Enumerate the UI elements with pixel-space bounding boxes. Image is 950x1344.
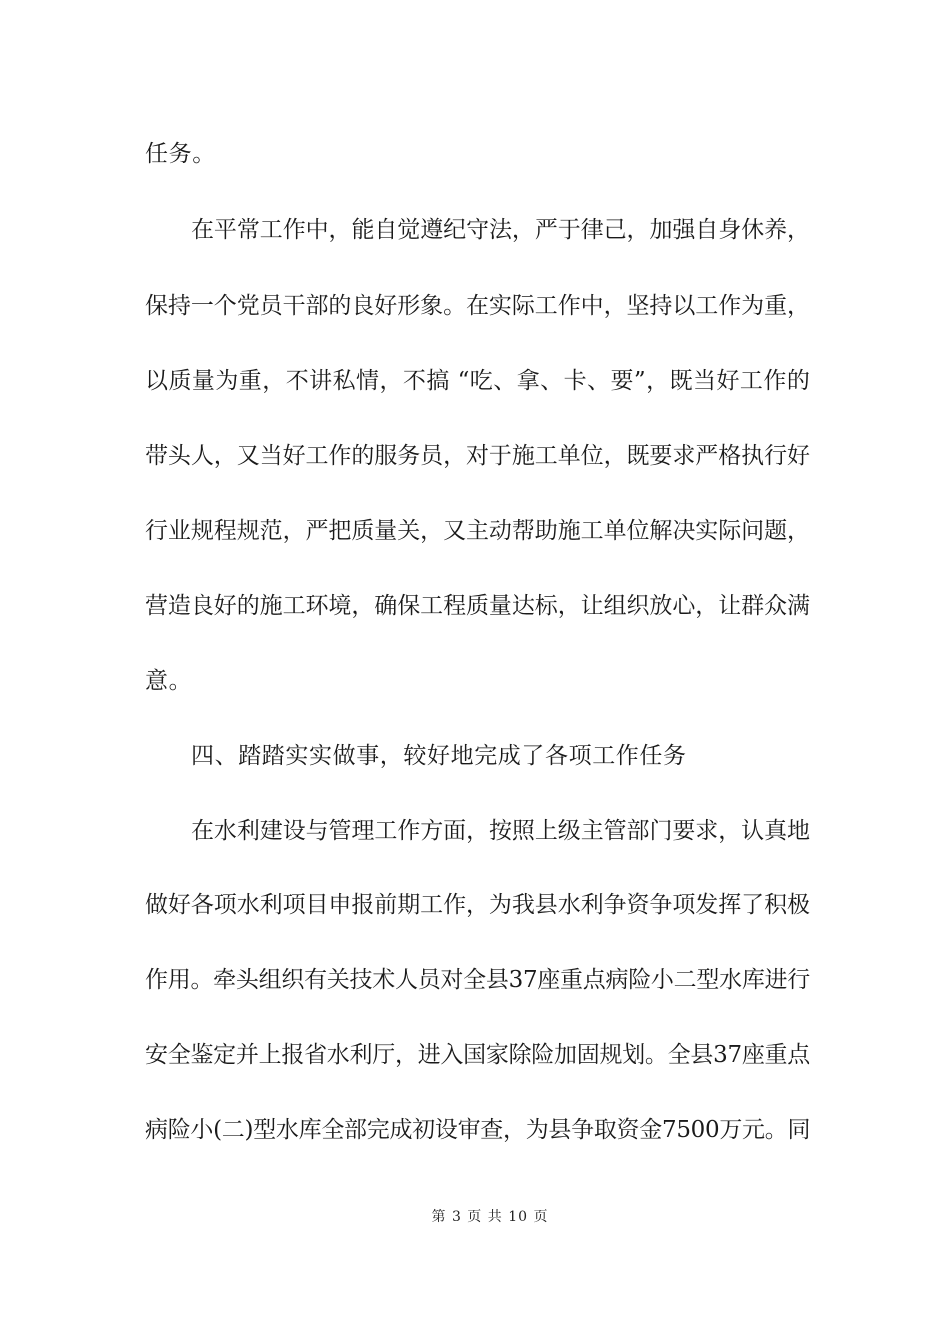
text-line-10 bbox=[191, 816, 810, 846]
text-line-2 bbox=[191, 215, 810, 245]
text-line-5-content: 带头人，又当好工作的服务员，对于施工单位，既要求严格执行好 bbox=[145, 443, 810, 469]
text-line-5 bbox=[145, 441, 810, 471]
text-line-7 bbox=[145, 591, 810, 621]
text-line-8: 意。 bbox=[145, 668, 193, 694]
text-line-3 bbox=[145, 291, 810, 321]
text-line-11-content: 做好各项水利项目申报前期工作，为我县水利争资争项发挥了积极 bbox=[145, 892, 810, 918]
text-line-6-content: 行业规程规范，严把质量关，又主动帮助施工单位解决实际问题， bbox=[145, 518, 810, 544]
text-line-3-content: 保持一个党员干部的良好形象。在实际工作中，坚持以工作为重， bbox=[145, 293, 810, 319]
text-line-12 bbox=[145, 965, 810, 995]
text-line-4-content: 以质量为重，不讲私情，不搞 “吃、拿、卡、要”，既当好工作的 bbox=[145, 368, 811, 394]
text-line-14-content: 病险小(二)型水库全部完成初设审查，为县争取资金7500万元。同 bbox=[145, 1117, 811, 1143]
text-line-11 bbox=[145, 890, 810, 920]
text-line-10-content: 在水利建设与管理工作方面，按照上级主管部门要求，认真地 bbox=[191, 818, 810, 844]
text-line-7-content: 营造良好的施工环境，确保工程质量达标，让组织放心，让群众满 bbox=[145, 593, 810, 619]
text-line-13-content: 安全鉴定并上报省水利厅，进入国家除险加固规划。全县37座重点 bbox=[145, 1042, 810, 1068]
section-heading: 四、踏踏实实做事，较好地完成了各项工作任务 bbox=[191, 743, 687, 769]
text-line-4 bbox=[145, 366, 810, 396]
text-line-2-content: 在平常工作中，能自觉遵纪守法，严于律己，加强自身休养， bbox=[191, 217, 810, 243]
text-line-6 bbox=[145, 516, 810, 546]
text-line-12-content: 作用。牵头组织有关技术人员对全县37座重点病险小二型水库进行 bbox=[145, 967, 810, 993]
text-line-1: 任务。 bbox=[145, 141, 216, 167]
text-line-14 bbox=[145, 1115, 810, 1145]
page-number-footer: 第 3 页 共 10 页 bbox=[431, 1209, 549, 1225]
text-line-13 bbox=[145, 1040, 810, 1070]
